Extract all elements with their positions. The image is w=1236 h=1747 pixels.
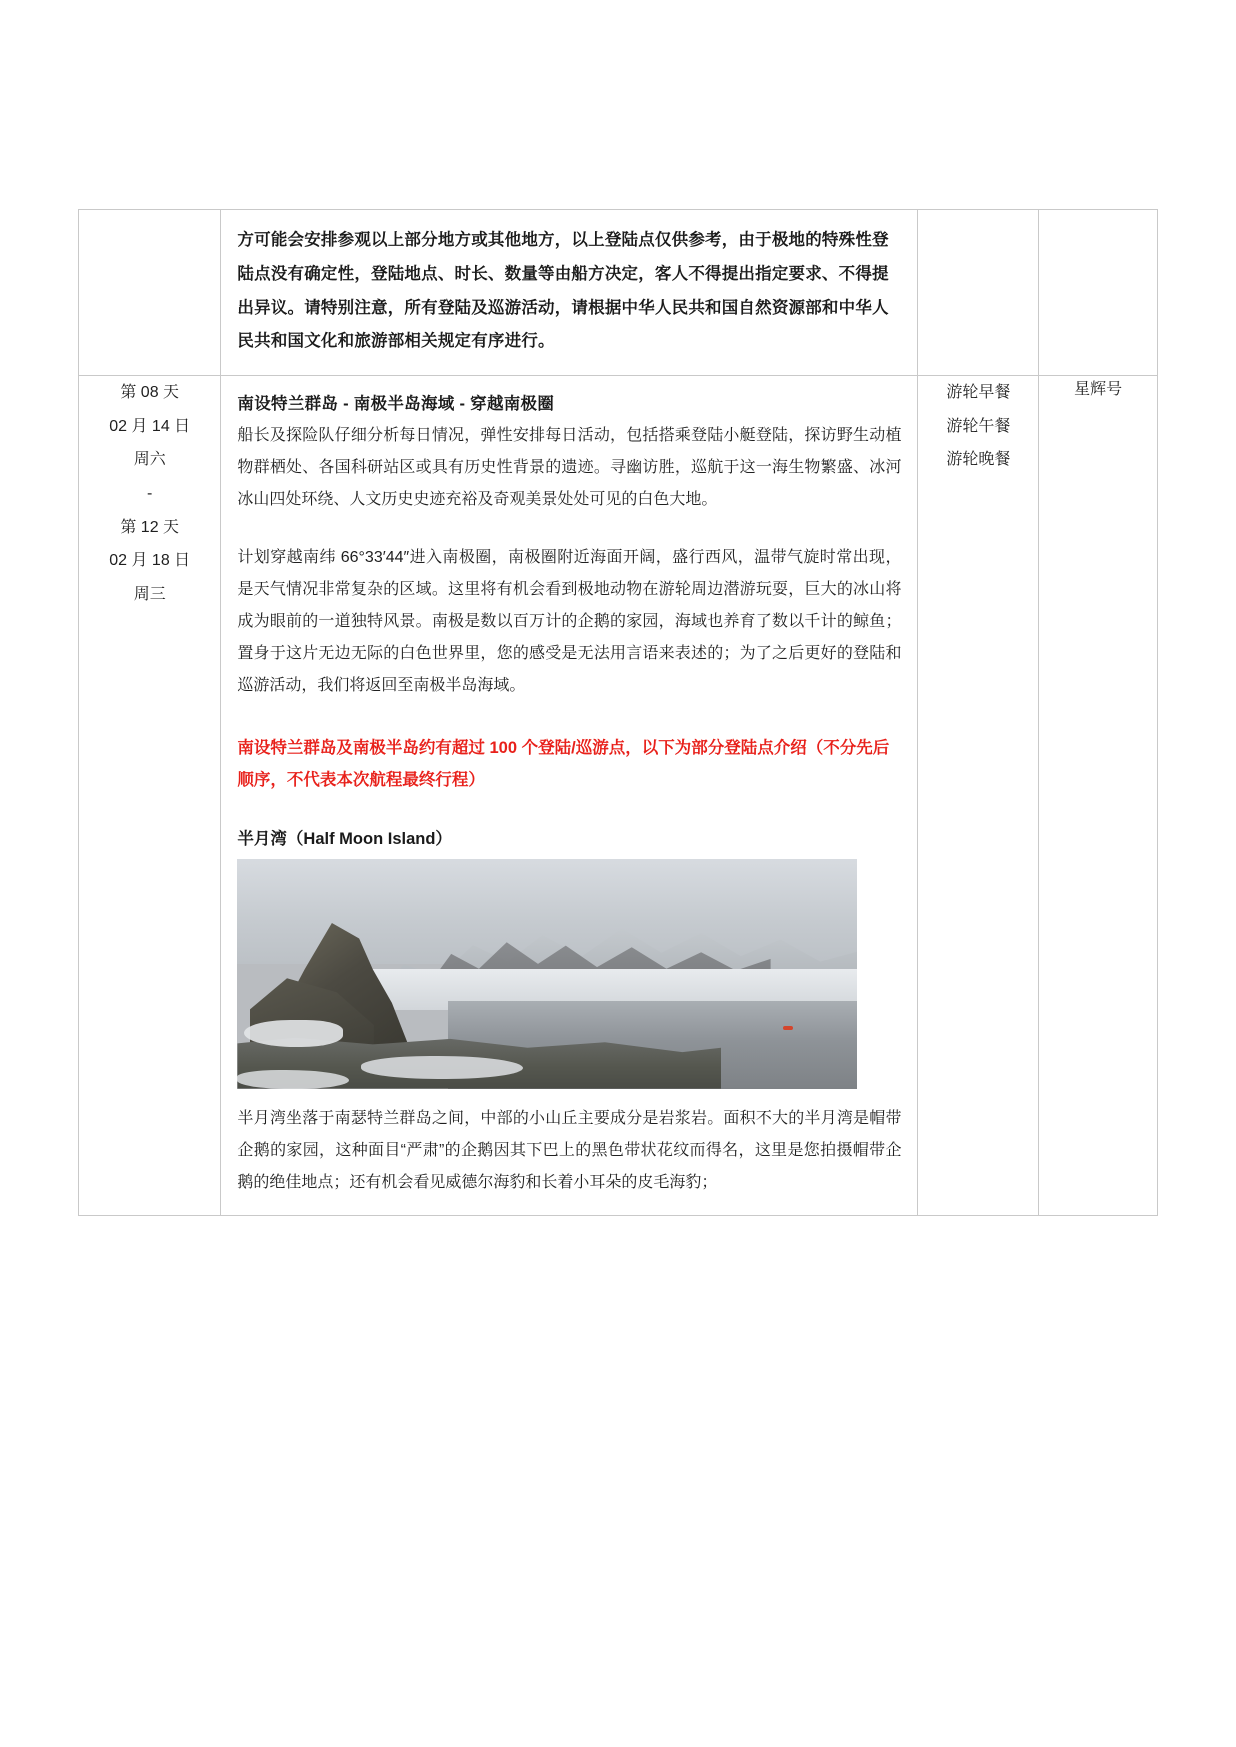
- meal-cell-empty: [918, 210, 1039, 376]
- date-cell-empty: [79, 210, 221, 376]
- half-moon-island-photo: [237, 859, 857, 1089]
- date-line: 周三: [133, 585, 166, 603]
- date-line: 第 12 天: [120, 518, 180, 536]
- itinerary-table: [78, 209, 1158, 1216]
- photo-snow-patch: [361, 1056, 522, 1079]
- table-row: [79, 376, 1158, 1215]
- date-line: 第 08 天: [120, 384, 180, 402]
- landing-spot-title: 半月湾（Half Moon Island）: [237, 829, 452, 848]
- ship-cell-empty: [1039, 210, 1158, 376]
- notice-text: 方可能会安排参观以上部分地方或其他地方，以上登陆点仅供参考，由于极地的特殊性登陆点没有确定性，登陆地点、时长、数量等由船方决定，客人不得提出指定要求、不得提出异议。请特别注意，所有登陆及巡游活动，请根据中华人民共和国自然资源部和中华人民共和国文化和旅游部相关规定有序进行。: [237, 231, 889, 351]
- meal-item: 游轮晚餐: [946, 451, 1011, 469]
- photo-snow-patch: [237, 1070, 349, 1088]
- paragraph: 计划穿越南纬 66°33′44″进入南极圈，南极圈附近海面开阔，盛行西风，温带气旋时常出现，是天气情况非常复杂的区域。这里将有机会看到极地动物在游轮周边潜游玩耍，巨大的冰山将成为眼前的一道独特风景。南极是数以百万计的企鹅的家园，海域也养育了数以千计的鲸鱼；置身于这片无边无际的白色世界里，您的感受是无法用言语来表述的；为了之后更好的登陆和巡游活动，我们将返回至南极半岛海域。: [237, 549, 902, 695]
- date-range-dash: -: [147, 485, 153, 503]
- meal-item: 游轮午餐: [946, 417, 1011, 435]
- date-cell: [79, 376, 221, 1215]
- table-row: [79, 210, 1158, 376]
- highlight-note: 南设特兰群岛及南极半岛约有超过 100 个登陆/巡游点，以下为部分登陆点介绍（不分先后顺序，不代表本次航程最终行程）: [237, 739, 890, 790]
- ship-name: 星辉号: [1074, 381, 1123, 399]
- date-line: 周六: [133, 451, 166, 469]
- ship-cell: [1039, 376, 1158, 1215]
- date-line: 02 月 14 日: [109, 417, 191, 435]
- photo-kayak: [783, 1026, 793, 1030]
- meal-cell: [918, 376, 1039, 1215]
- paragraph: 船长及探险队仔细分析每日情况，弹性安排每日活动，包括搭乘登陆小艇登陆，探访野生动植物群栖处、各国科研站区或具有历史性背景的遗迹。寻幽访胜，巡航于这一海生物繁盛、冰河冰山四处环绕、人文历史史迹充裕及奇观美景处处可见的白色大地。: [237, 427, 902, 509]
- notice-cell: [221, 210, 918, 376]
- landing-spot-description: 半月湾坐落于南瑟特兰群岛之间，中部的小山丘主要成分是岩浆岩。面积不大的半月湾是帽带企鹅的家园，这种面目“严肃”的企鹅因其下巴上的黑色带状花纹而得名，这里是您拍摄帽带企鹅的绝佳地点；还有机会看见威德尔海豹和长着小耳朵的皮毛海豹；: [237, 1109, 902, 1191]
- day-title: 南设特兰群岛 - 南极半岛海域 - 穿越南极圈: [237, 395, 555, 414]
- date-line: 02 月 18 日: [109, 552, 191, 570]
- itinerary-content-cell: [221, 376, 918, 1215]
- meal-item: 游轮早餐: [946, 384, 1011, 402]
